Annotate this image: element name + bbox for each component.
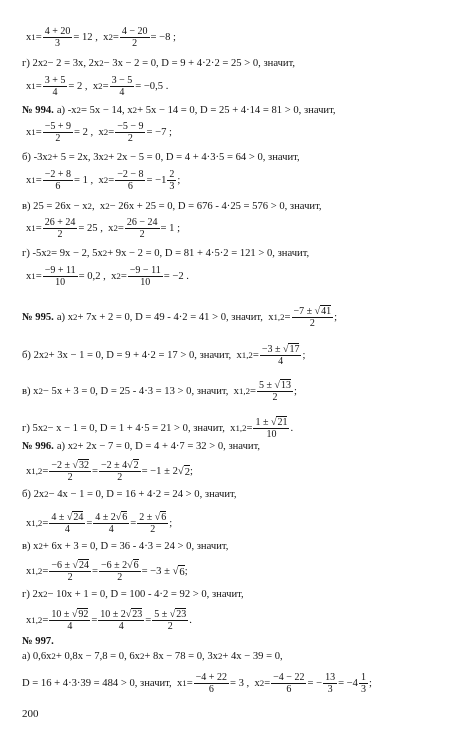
text-line: № 995. а) x 2 + 7x + 2 = 0, D = 49 - 4·2 = 41 > 0, значит, x 1,2 = −7 ± √41 2 ; — [22, 306, 338, 329]
text-line: № 994. а) -x 2 = 5x − 14, x 2 + 5x − 14 = 0, D = 25 + 4·14 = 81 > 0, значит, — [22, 105, 336, 116]
text-line: б) 2x 2 + 3x − 1 = 0, D = 9 + 4·2 = 17 > 0, значит, x 1,2 = −3 ± √17 4 ; — [22, 344, 306, 367]
text-line: x 1 = 3 + 5 4 = 2 , x 2 = 3 − 5 4 = −0,5 . — [26, 75, 169, 98]
text-line: x 1 = −2 + 8 6 = 1 , x 2 = −2 − 8 6 = −1 2 3 ; — [26, 169, 181, 192]
text-line: г) 2x 2 − 10x + 1 = 0, D = 100 - 4·2 = 92 > 0, значит, — [22, 589, 244, 600]
text-line: x 1 = −5 + 9 2 = 2 , x 2 = −5 − 9 2 = −7 ; — [26, 121, 172, 144]
text-line: x 1 = 26 + 24 2 = 25 , x 2 = 26 − 24 2 = 1 ; — [26, 217, 181, 240]
text-line: x 1,2 = −6 ± √24 2 = −6 ± 2√6 2 = −3 ± √ 6 ; — [26, 560, 188, 583]
text-line: б) -3x 2 + 5 = 2x, 3x 2 + 2x − 5 = 0, D = 4 + 4·3·5 = 64 > 0, значит, — [22, 152, 300, 163]
text-line: в) x 2 + 6x + 3 = 0, D = 36 - 4·3 = 24 > 0, значит, — [22, 541, 229, 552]
text-line: г) 2x 2 − 2 = 3x, 2x 2 − 3x − 2 = 0, D = 9 + 4·2·2 = 25 > 0, значит, — [22, 58, 296, 69]
text-line: x 1 = 4 + 20 3 = 12 , x 2 = 4 − 20 2 = −8 ; — [26, 26, 176, 49]
text-line: x 1,2 = −2 ± √32 2 = −2 ± 4√2 2 = −1 ± 2√ 2 ; — [26, 460, 193, 483]
page-number: 200 — [22, 708, 39, 720]
text-line: в) x 2 − 5x + 3 = 0, D = 25 - 4·3 = 13 > 0, значит, x 1,2 = 5 ± √13 2 ; — [22, 380, 297, 403]
text-line: г) -5x 2 = 9x − 2, 5x 2 + 9x − 2 = 0, D = 81 + 4·5·2 = 121 > 0, значит, — [22, 248, 310, 259]
text-line: г) 5x 2 − x − 1 = 0, D = 1 + 4·5 = 21 > 0, значит, x 1,2 = 1 ± √21 10 . — [22, 417, 294, 440]
text-line: в) 25 = 26x − x 2 , x 2 − 26x + 25 = 0, D = 676 - 4·25 = 576 > 0, значит, — [22, 201, 322, 212]
text-line: x 1,2 = 10 ± √92 4 = 10 ± 2√23 4 = 5 ± √23 2 . — [26, 609, 192, 632]
text-line: б) 2x 2 − 4x − 1 = 0, D = 16 + 4·2 = 24 > 0, значит, — [22, 489, 237, 500]
text-line: x 1,2 = 4 ± √24 4 = 4 ± 2√6 4 = 2 ± √6 2 ; — [26, 512, 173, 535]
text-line: № 997. — [22, 636, 54, 647]
text-line: а) 0,6x 2 + 0,8x − 7,8 = 0, 6x 2 + 8x − 78 = 0, 3x 2 + 4x − 39 = 0, — [22, 651, 283, 662]
text-line: № 996. а) x 2 + 2x − 7 = 0, D = 4 + 4·7 = 32 > 0, значит, — [22, 441, 261, 452]
text-line: D = 16 + 4·3·39 = 484 > 0, значит, x 1 = −4 + 22 6 = 3 , x 2 = −4 − 22 6 = − 13 3 = −4 1 3 ; — [22, 672, 372, 695]
text-line: x 1 = −9 + 11 10 = 0,2 , x 2 = −9 − 11 10 = −2 . — [26, 265, 189, 288]
